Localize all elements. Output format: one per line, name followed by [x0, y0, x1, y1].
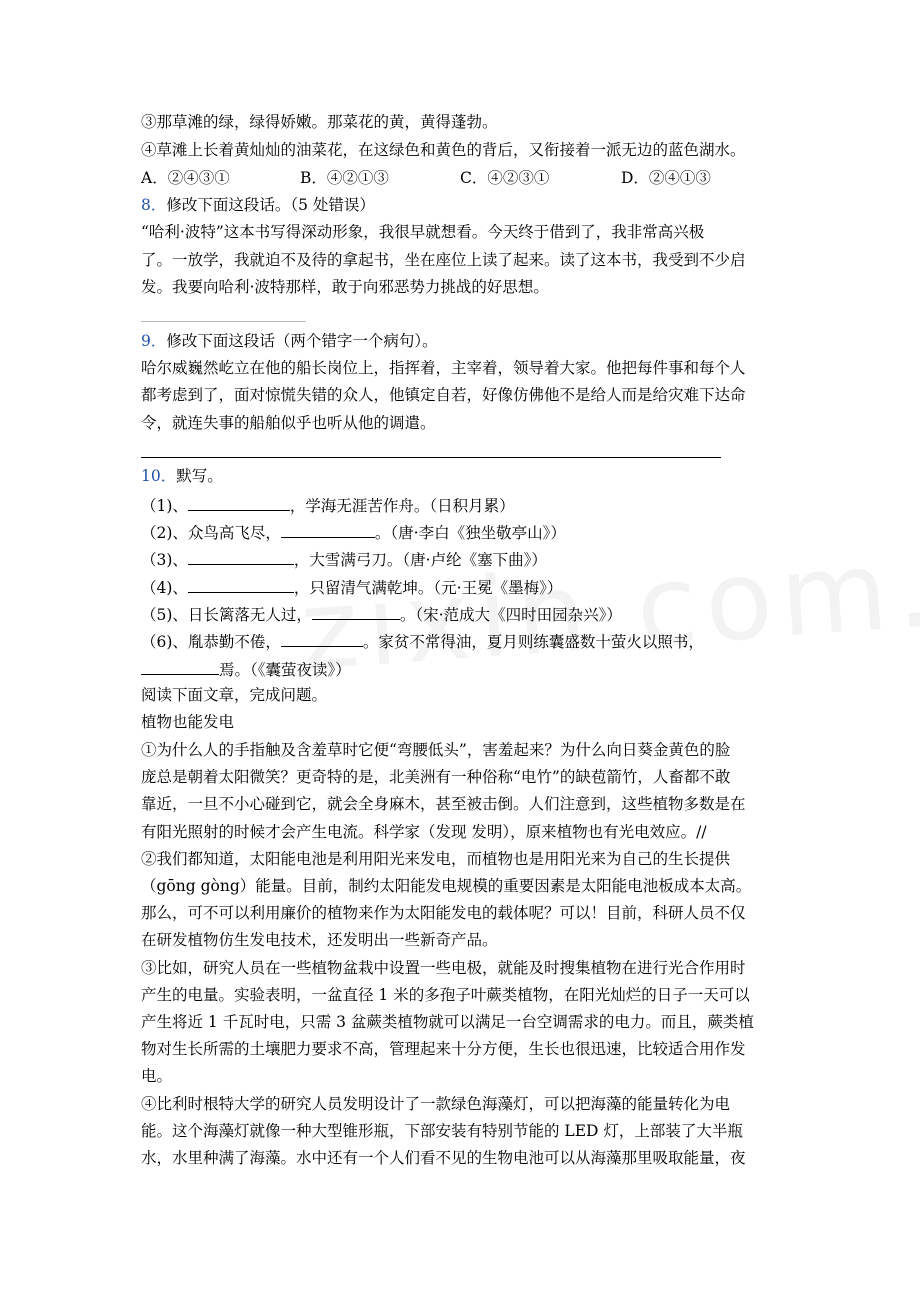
dictation-item: [141, 521, 566, 543]
article-line: ④比利时根特大学的研究人员发明设计了一款绿色海藻灯，可以把海藻的能量转化为电: [141, 1095, 731, 1113]
fill-blank[interactable]: [281, 521, 375, 538]
article-line: 在研发植物仿生发电技术，还发明出一些新奇产品。: [141, 931, 498, 949]
item-prefix: （4)、: [141, 579, 188, 597]
option-d: D．②④①③: [621, 169, 711, 187]
article-line: ②我们都知道，太阳能电池是利用阳光来发电，而植物也是用阳光来为自己的生长提供: [141, 850, 731, 868]
item-suffix: ，学海无涯苦作舟。（日积月累）: [289, 497, 515, 515]
item-prefix: （6)、胤恭勤不倦，: [141, 633, 281, 651]
option-b: B．④②①③: [300, 169, 389, 187]
article-line: 电。: [141, 1067, 173, 1085]
fill-blank[interactable]: [141, 658, 219, 675]
passage-line-3: ③那草滩的绿，绿得娇嫩。那菜花的黄，黄得蓬勃。: [141, 113, 498, 131]
item-prefix: （5)、日长篱落无人过，: [141, 606, 312, 624]
question-8-heading: [141, 195, 375, 215]
fill-blank[interactable]: [188, 494, 290, 511]
q9-text-line: 令，就连失事的船舶似乎也听从他的调遣。: [141, 414, 436, 432]
item-prefix: （1)、: [141, 497, 188, 515]
article-line: 能。这个海藻灯就像一种大型锥形瓶，下部安装有特别节能的 LED 灯，上部装了大半瓶: [141, 1122, 743, 1140]
question-9-heading: [141, 331, 438, 351]
article-line: 物对生长所需的土壤肥力要求不高，管理起来十分方便，生长也很迅速，比较适合用作发: [141, 1040, 746, 1058]
fill-blank[interactable]: [188, 576, 294, 593]
article-line: 庞总是朝着太阳微笑？更奇特的是，北美洲有一种俗称“电竹”的缺苞箭竹，人畜都不敢: [141, 768, 731, 786]
q9-text-line: 都考虑到了，面对惊慌失错的众人，他镇定自若，好像仿佛他不是给人而是给灾难下达命: [141, 386, 746, 404]
dictation-item: [141, 494, 515, 516]
question-number: 10．: [141, 467, 177, 485]
article-line: （gōng gòng）能量。目前，制约太阳能发电规模的重要因素是太阳能电池板成本太高。: [141, 877, 752, 895]
item-suffix: ，大雪满弓刀。（唐·卢纶《塞下曲》）: [293, 551, 547, 569]
question-10-heading: [141, 466, 223, 486]
question-number: 9．: [141, 332, 167, 350]
item-suffix: ，只留清气满乾坤。（元·王冕《墨梅》）: [293, 579, 563, 597]
item-suffix: 。家贫不常得油，夏月则练囊盛数十萤火以照书，: [362, 633, 704, 651]
item-suffix: 。（唐·李白《独坐敬亭山》）: [374, 524, 566, 542]
article-title: 植物也能发电: [141, 713, 235, 731]
q9-text-line: 哈尔威巍然屹立在他的船长岗位上，指挥着，主宰着，领导着大家。他把每件事和每个人: [141, 359, 746, 377]
article-line: 产生将近 1 千瓦时电，只需 3 盆蕨类植物就可以满足一台空调需求的电力。而且，蕨类植: [141, 1013, 754, 1031]
item-prefix: （2)、众鸟高飞尽，: [141, 524, 281, 542]
article-line: 产生的电量。实验表明，一盆直径 1 米的多孢子叶蕨类植物，在阳光灿烂的日子一天可以: [141, 986, 750, 1004]
section-divider: [141, 321, 306, 322]
item-suffix: 焉。（《囊萤夜读》）: [219, 661, 351, 679]
article-line: ①为什么人的手指触及含羞草时它便“弯腰低头”，害羞起来？为什么向日葵金黄色的脸: [141, 741, 731, 759]
q8-text-line: “哈利·波特”这本书写得深动形象，我很早就想看。今天终于借到了，我非常高兴极: [141, 223, 705, 241]
question-prompt: 修改下面这段话。（5 处错误）: [166, 196, 375, 214]
option-a: A．②④③①: [141, 169, 230, 187]
item-prefix: （3)、: [141, 551, 188, 569]
item-suffix: 。（宋·范成大《四时田园杂兴》）: [399, 606, 622, 624]
q8-text-line: 发。我要向哈利·波特那样，敢于向邪恶势力挑战的好思想。: [141, 278, 549, 296]
answer-options: [141, 168, 711, 188]
fill-blank[interactable]: [188, 548, 294, 565]
article-line: 靠近，一旦不小心碰到它，就会全身麻木，甚至被击倒。人们注意到，这些植物多数是在: [141, 795, 746, 813]
answer-line[interactable]: [141, 457, 721, 458]
q8-text-line: 了。一放学，我就迫不及待的拿起书，坐在座位上读了起来。读了这本书，我受到不少启: [141, 251, 746, 269]
article-line: ③比如，研究人员在一些植物盆栽中设置一些电极，就能及时搜集植物在进行光合作用时: [141, 959, 746, 977]
question-prompt: 修改下面这段话（两个错字一个病句）。: [166, 332, 438, 350]
article-line: 水，水里种满了海藻。水中还有一个人们看不见的生物电池可以从海藻那里吸取能量，夜: [141, 1149, 746, 1167]
article-line: 有阳光照射的时候才会产生电流。科学家（发现 发明），原来植物也有光电效应。//: [141, 823, 707, 841]
question-prompt: 默写。: [176, 467, 223, 485]
article-line: 那么，可不可以利用廉价的植物来作为太阳能发电的载体呢？可以！目前，科研人员不仅: [141, 904, 746, 922]
reading-instruction: 阅读下面文章，完成问题。: [141, 686, 328, 704]
option-c: C．④②③①: [460, 169, 550, 187]
passage-line-4: ④草滩上长着黄灿灿的油菜花，在这绿色和黄色的背后，又衔接着一派无边的蓝色湖水。: [141, 141, 746, 159]
question-number: 8．: [141, 196, 167, 214]
